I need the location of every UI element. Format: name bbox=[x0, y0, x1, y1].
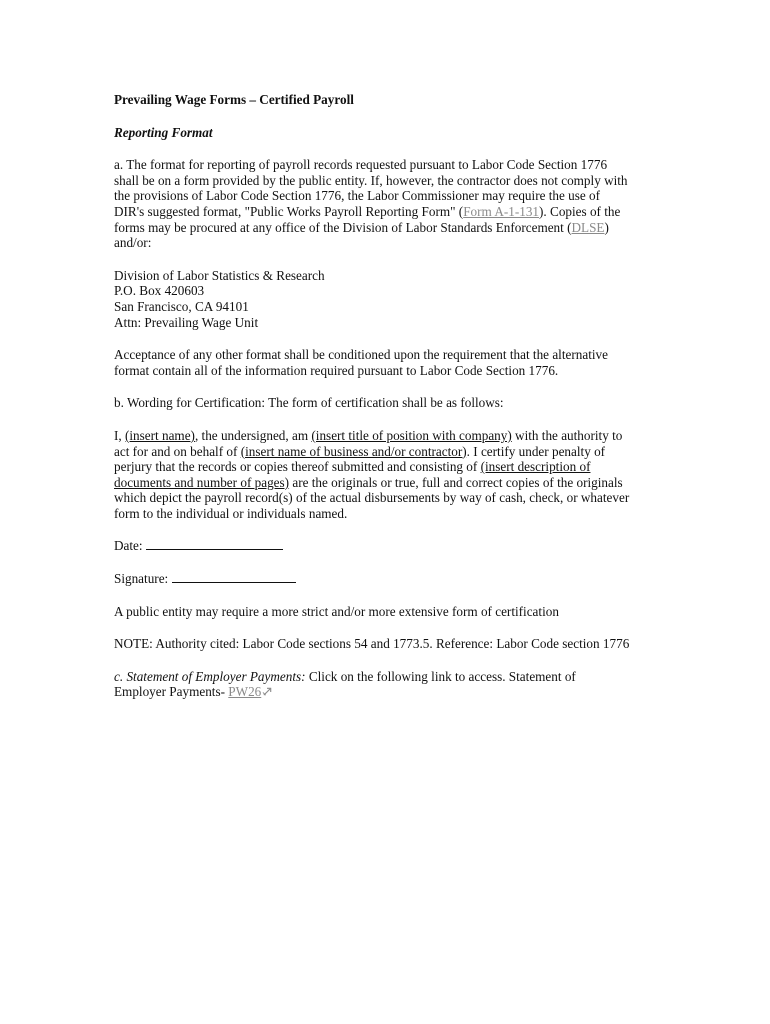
para-c-text: Click on the following link to access. Statement of bbox=[305, 668, 576, 684]
para-a-line: a. The format for reporting of payroll records requested pursuant to Labor Code Section 1776 bbox=[114, 157, 608, 173]
cert-text: I, bbox=[114, 427, 125, 443]
para-c-heading: c. Statement of Employer Payments: bbox=[114, 668, 306, 684]
paragraph-a bbox=[114, 157, 656, 251]
certification-text bbox=[114, 428, 656, 522]
cert-line-3 bbox=[114, 459, 656, 475]
acceptance-paragraph bbox=[114, 347, 656, 378]
cert-text: are the originals or true, full and correct copies of the originals bbox=[289, 474, 623, 490]
form-a-1-131-link[interactable]: Form A-1-131 bbox=[463, 203, 540, 219]
para-a-text: DIR's suggested format, "Public Works Payroll Reporting Form" ( bbox=[114, 203, 464, 219]
acceptance-line: format contain all of the information required pursuant to Labor Code Section 1776. bbox=[114, 362, 559, 378]
mailing-address bbox=[114, 268, 656, 330]
cert-line: form to the individual or individuals named. bbox=[114, 505, 348, 521]
para-a-line: and/or: bbox=[114, 235, 152, 251]
signature-label: Signature: bbox=[114, 571, 172, 587]
cert-text: perjury that the records or copies thereof submitted and consisting of bbox=[114, 459, 481, 475]
para-c-text: Employer Payments- bbox=[114, 684, 229, 700]
paragraph-b: b. Wording for Certification: The form of certification shall be as follows: bbox=[114, 395, 504, 411]
pw26-link[interactable]: PW26 bbox=[228, 684, 262, 700]
paragraph-c bbox=[114, 669, 656, 700]
cert-text: , the undersigned, am bbox=[194, 427, 312, 443]
page-title: Prevailing Wage Forms – Certified Payroll bbox=[114, 92, 354, 107]
insert-description-placeholder: documents and number of pages) bbox=[114, 474, 290, 490]
insert-name-placeholder: (insert name) bbox=[125, 427, 195, 443]
external-link-icon[interactable] bbox=[262, 686, 273, 697]
acceptance-line: Acceptance of any other format shall be conditioned upon the requirement that the alternative bbox=[114, 347, 608, 363]
note-paragraph: NOTE: Authority cited: Labor Code sections 54 and 1773.5. Reference: Labor Code section 1776 bbox=[114, 636, 630, 652]
public-entity-paragraph: A public entity may require a more strict and/or more extensive form of certification bbox=[114, 603, 559, 619]
cert-line-1 bbox=[114, 428, 656, 444]
para-a-text: ). Copies of the bbox=[539, 203, 621, 219]
para-a-line: shall be on a form provided by the public entity. If, however, the contractor does not comply with bbox=[114, 172, 628, 188]
para-a-line-4 bbox=[114, 204, 656, 220]
document-body bbox=[114, 92, 656, 717]
cert-line-2 bbox=[114, 444, 656, 460]
para-a-text: ) bbox=[604, 219, 609, 235]
cert-line-4 bbox=[114, 475, 656, 491]
para-c-line-2 bbox=[114, 684, 656, 700]
para-a-line: the provisions of Labor Code Section 1776, the Labor Commissioner may require the use of bbox=[114, 188, 601, 204]
date-label: Date: bbox=[114, 538, 146, 554]
cert-text: with the authority to bbox=[511, 427, 623, 443]
signature-blank bbox=[172, 571, 296, 583]
insert-business-placeholder: (insert name of business and/or contractor) bbox=[240, 443, 467, 459]
para-c-line-1 bbox=[114, 669, 656, 685]
address-line: Attn: Prevailing Wage Unit bbox=[114, 314, 259, 330]
date-line bbox=[114, 538, 656, 554]
address-line: Division of Labor Statistics & Research bbox=[114, 267, 325, 283]
insert-title-placeholder: (insert title of position with company) bbox=[311, 427, 512, 443]
para-a-line-5 bbox=[114, 220, 656, 236]
address-line: San Francisco, CA 94101 bbox=[114, 298, 249, 314]
cert-text: . I certify under penalty of bbox=[466, 443, 606, 459]
dlse-link[interactable]: DLSE bbox=[571, 219, 605, 235]
section-subtitle: Reporting Format bbox=[114, 124, 213, 140]
date-blank bbox=[146, 538, 283, 550]
insert-description-placeholder: (insert description of bbox=[480, 459, 591, 475]
cert-text: act for and on behalf of bbox=[114, 443, 241, 459]
address-line: P.O. Box 420603 bbox=[114, 283, 205, 299]
signature-line bbox=[114, 571, 656, 587]
para-a-text: forms may be procured at any office of the Division of Labor Standards Enforcement ( bbox=[114, 219, 572, 235]
cert-line: which depict the payroll record(s) of the actual disbursements by way of cash, check, or whatever bbox=[114, 490, 630, 506]
